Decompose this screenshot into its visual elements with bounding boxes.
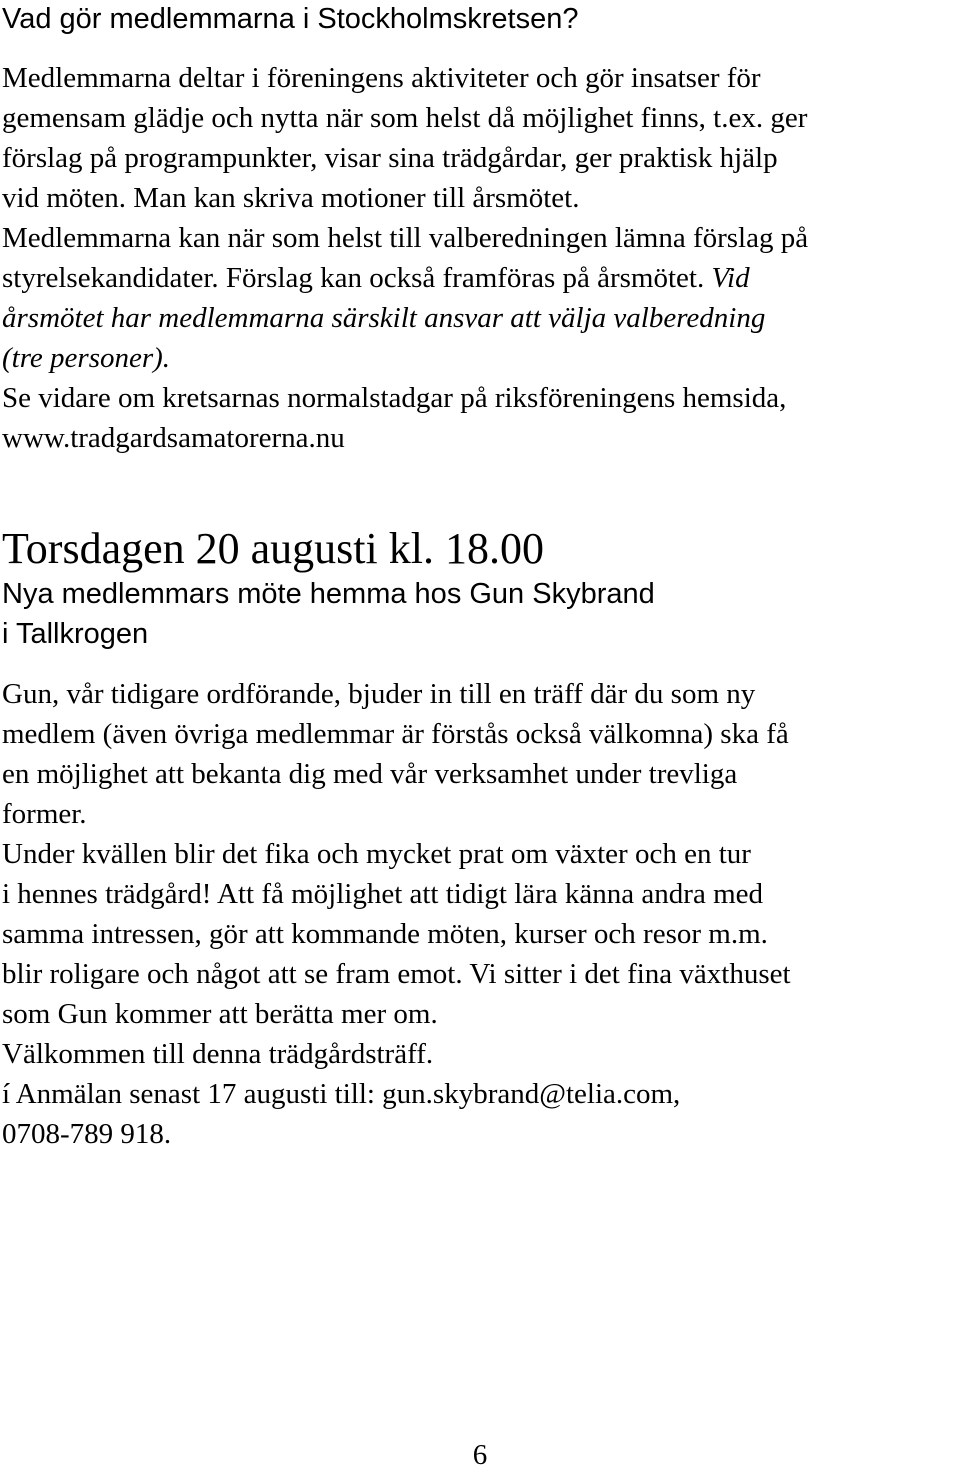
text-line: gemensam glädje och nytta när som helst då möjlighet finns, t.ex. ger (2, 102, 808, 134)
text-line: Se vidare om kretsarnas normalstadgar på riksföreningens hemsida, (2, 382, 787, 414)
text-line: samma intressen, gör att kommande möten, kurser och resor m.m. (2, 918, 768, 950)
text-line: medlem (även övriga medlemmar är förstås också välkomna) ska få (2, 718, 789, 750)
text-line: former. (2, 798, 87, 830)
event-title-line: i Tallkrogen (2, 618, 149, 650)
section-heading: Vad gör medlemmarna i Stockholmskretsen? (2, 3, 579, 35)
text-line: en möjlighet att bekanta dig med vår verksamhet under trevliga (2, 758, 738, 790)
event-title (2, 574, 960, 654)
text-segment: styrelsekandidater. Förslag kan också framföras på årsmötet. (2, 262, 712, 294)
event-date-heading: Torsdagen 20 augusti kl. 18.00 (2, 524, 544, 573)
phone-number: 0708-789 918. (2, 1118, 172, 1150)
text-line: som Gun kommer att berätta mer om. (2, 998, 438, 1030)
italic-text-segment: Vid (711, 262, 750, 294)
text-line: i hennes trädgård! Att få möjlighet att tidigt lära känna andra med (2, 878, 763, 910)
text-line: blir roligare och något att se fram emot. Vi sitter i det fina växthuset (2, 958, 791, 990)
text-line (2, 258, 960, 298)
text-line: vid möten. Man kan skriva motioner till årsmötet. (2, 182, 580, 214)
text-line: förslag på programpunkter, visar sina trädgårdar, ger praktisk hjälp (2, 142, 778, 174)
text-line: Gun, vår tidigare ordförande, bjuder in till en träff där du som ny (2, 678, 756, 710)
text-line: Medlemmarna kan när som helst till valberedningen lämna förslag på (2, 222, 809, 254)
registration-line: í Anmälan senast 17 augusti till: gun.skybrand@telia.com, (2, 1078, 681, 1110)
italic-text-line: (tre personer). (2, 342, 171, 374)
text-line: Medlemmarna deltar i föreningens aktiviteter och gör insatser för (2, 62, 761, 94)
text-line: Välkommen till denna trädgårdsträff. (2, 1038, 434, 1070)
page-number: 6 (472, 1439, 488, 1471)
website-url: www.tradgardsamatorerna.nu (2, 422, 345, 454)
members-paragraph (2, 58, 960, 458)
italic-text-line: årsmötet har medlemmarna särskilt ansvar att välja valberedning (2, 302, 766, 334)
event-title-line: Nya medlemmars möte hemma hos Gun Skybrand (2, 578, 655, 610)
event-description (2, 674, 960, 1154)
text-line: Under kvällen blir det fika och mycket prat om växter och en tur (2, 838, 751, 870)
